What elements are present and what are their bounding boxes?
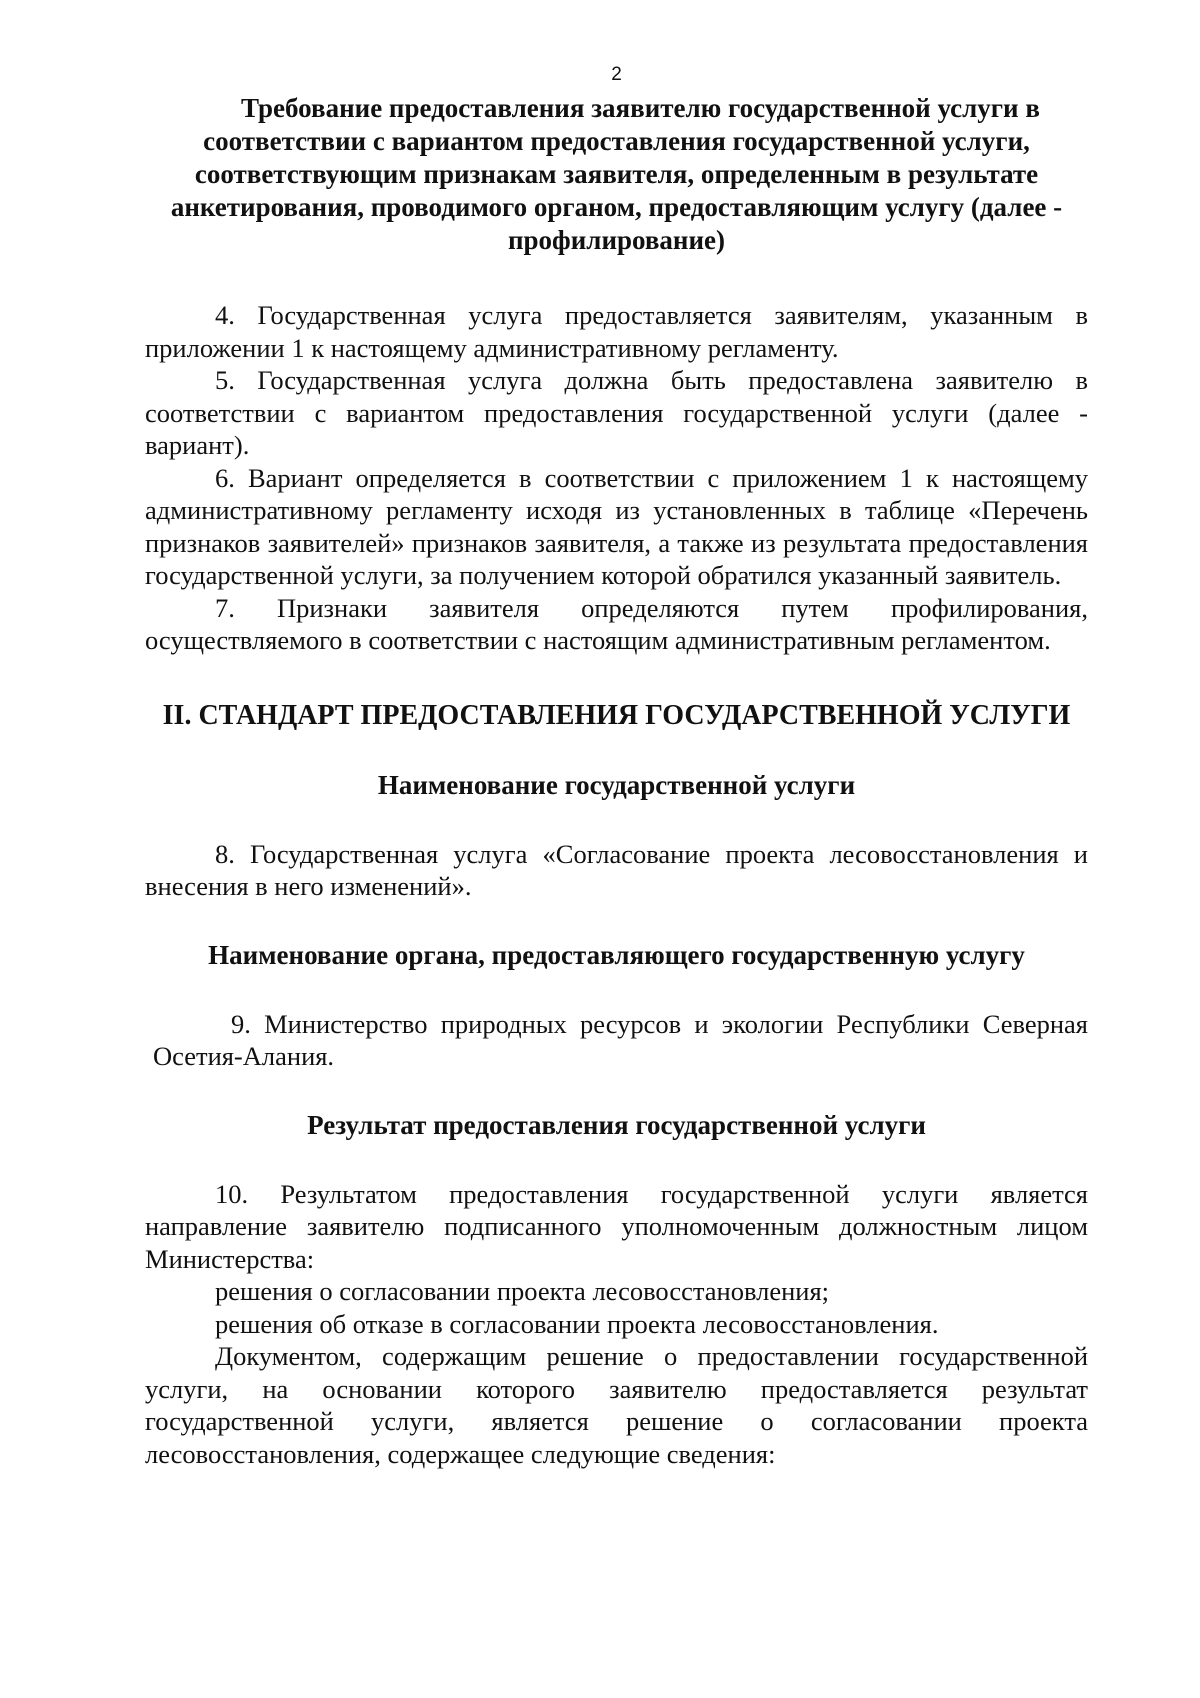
document-page [145,64,1088,1470]
paragraph-8: 8. Государственная услуга «Согласование проекта лесовосстановления и внесения в него изменений». [145,838,1088,901]
paragraph-10: 10. Результатом предоставления государственной услуги является направление заявителю подписанного уполномоченным должностным лицом Министерства: [145,1178,1088,1274]
paragraph-5: 5. Государственная услуга должна быть предоставлена заявителю в соответствии с вариантом предоставления государственной услуги (далее - вариант). [145,365,1088,460]
chapter-heading: II. СТАНДАРТ ПРЕДОСТАВЛЕНИЯ ГОСУДАРСТВЕННОЙ УСЛУГИ [162,699,1071,731]
paragraph-10-item-approval: решения о согласовании проекта лесовосстановления; [215,1276,830,1306]
paragraph-10-document: Документом, содержащим решение о предоставлении государственной услуги, на основании которого заявителю предоставляется результат государственной услуги, является решение о согласовании проекта лесовосстановления, содержащее следующие сведения: [145,1341,1088,1469]
paragraph-10-item-refusal: решения об отказе в согласовании проекта лесовосстановления. [215,1308,939,1339]
heading-result: Результат предоставления государственной услуги [307,1109,926,1140]
paragraph-4: 4. Государственная услуга предоставляется заявителям, указанным в приложении 1 к настоящему административному регламенту. [145,300,1088,363]
paragraph-6: 6. Вариант определяется в соответствии с приложением 1 к настоящему административному регламенту исходя из установленных в таблице «Перечень признаков заявителей» признаков заявителя, а также из результата предоставления государственной услуги, за получением которой обратился указанный заявитель. [145,462,1088,590]
heading-service-name: Наименование государственной услуги [377,769,856,800]
paragraph-9: 9. Министерство природных ресурсов и экологии Республики Северная Осетия-Алания. [153,1008,1088,1071]
section-heading-profiling: Требование предоставления заявителю государственной услуги в соответствии с вариантом предоставления государственной услуги, соответствующим признакам заявителя, определенным в результате анкетирования, проводимого органом, предоставляющим услугу (далее - профилирование) [170,93,1063,255]
paragraph-7: 7. Признаки заявителя определяются путем профилирования, осуществляемого в соответствии с настоящим административным регламентом. [145,592,1088,655]
page-number: 2 [611,64,622,85]
heading-authority: Наименование органа, предоставляющего государственную услугу [208,939,1025,970]
